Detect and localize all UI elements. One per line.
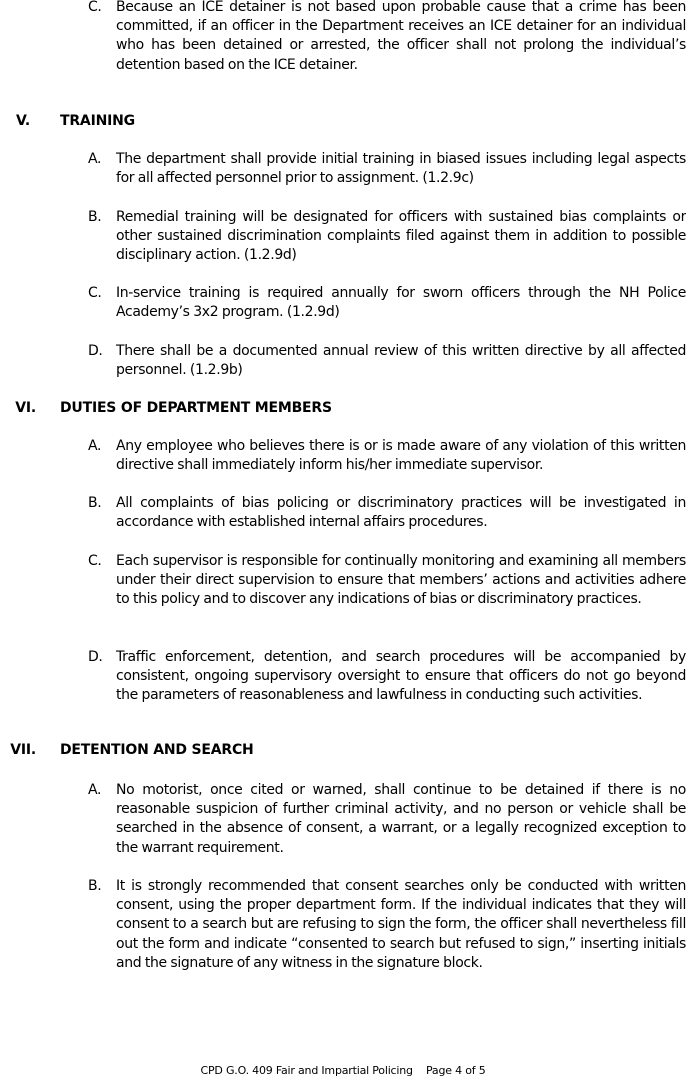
section-title: TRAINING [60,113,135,129]
page-footer: CPD G.O. 409 Fair and Impartial Policing Page 4 of 5 [200,1064,486,1077]
item-text: There shall be a documented annual review of this written directive by all affected personnel. (1.2.9b) [116,343,686,379]
item-letter: A. [88,782,102,798]
section-vi-item-a [88,437,686,475]
section-vi-item-c [88,552,686,610]
item-letter: A. [88,151,102,167]
section-vii-item-a [88,781,686,858]
item-letter: C. [88,285,102,301]
item-letter: D. [88,343,103,359]
section-vii-item-b [88,877,686,973]
item-letter: D. [88,649,103,665]
section-vi-item-b [88,494,686,532]
item-letter: C. [88,553,102,569]
section-v-item-d [88,342,686,380]
item-text: Traffic enforcement, detention, and search procedures will be accompanied by consistent, ongoing supervisory oversight to ensure that officers do not go beyond the parameters of reasonableness and lawfulness in conducting such activities. [116,649,686,704]
item-letter: C. [88,0,102,15]
section-number: VI. [15,400,36,416]
section-v-item-b [88,208,686,266]
item-text: Because an ICE detainer is not based upon probable cause that a crime has been committed, if an officer in the Department receives an ICE detainer for an individual who has been detained or arrested, the officer shall not prolong the individual’s detention based on the ICE detainer. [116,0,686,73]
item-text: Each supervisor is responsible for continually monitoring and examining all members under their direct supervision to ensure that members’ actions and activities adhere to this policy and to discover any indications of bias or discriminatory practices. [116,553,686,608]
item-letter: B. [88,495,102,511]
section-vi-item-d [88,648,686,706]
item-text: No motorist, once cited or warned, shall continue to be detained if there is no reasonable suspicion of further criminal activity, and no person or vehicle shall be searched in the absence of consent, a warrant, or a legally recognized exception to the warrant requirement. [116,782,686,856]
section-title: DUTIES OF DEPARTMENT MEMBERS [60,400,332,416]
item-letter: B. [88,209,102,225]
item-text: In-service training is required annually for sworn officers through the NH Police Academy’s 3x2 program. (1.2.9d) [116,285,686,321]
section-title: DETENTION AND SEARCH [60,742,254,758]
carryover-item-c [88,0,686,75]
item-letter: A. [88,438,102,454]
item-letter: B. [88,878,102,894]
section-v-item-a [88,150,686,188]
item-text: It is strongly recommended that consent searches only be conducted with written consent, using the proper department form. If the individual indicates that they will consent to a search but are refusing to sign the form, the officer shall nevertheless fill out the form and indicate “consented to search but refused to sign,” inserting initials and the signature of any witness in the signature block. [116,878,686,971]
section-v-item-c [88,284,686,322]
section-number: VII. [10,742,36,758]
item-text: Remedial training will be designated for officers with sustained bias complaints or other sustained discrimination complaints filed against them in addition to possible disciplinary action. (1.2.9d) [116,209,686,264]
section-number: V. [16,113,30,129]
item-text: All complaints of bias policing or discriminatory practices will be investigated in accordance with established internal affairs procedures. [116,495,686,531]
item-text: The department shall provide initial training in biased issues including legal aspects for all affected personnel prior to assignment. (1.2.9c) [116,151,686,187]
item-text: Any employee who believes there is or is made aware of any violation of this written directive shall immediately inform his/her immediate supervisor. [116,438,686,474]
